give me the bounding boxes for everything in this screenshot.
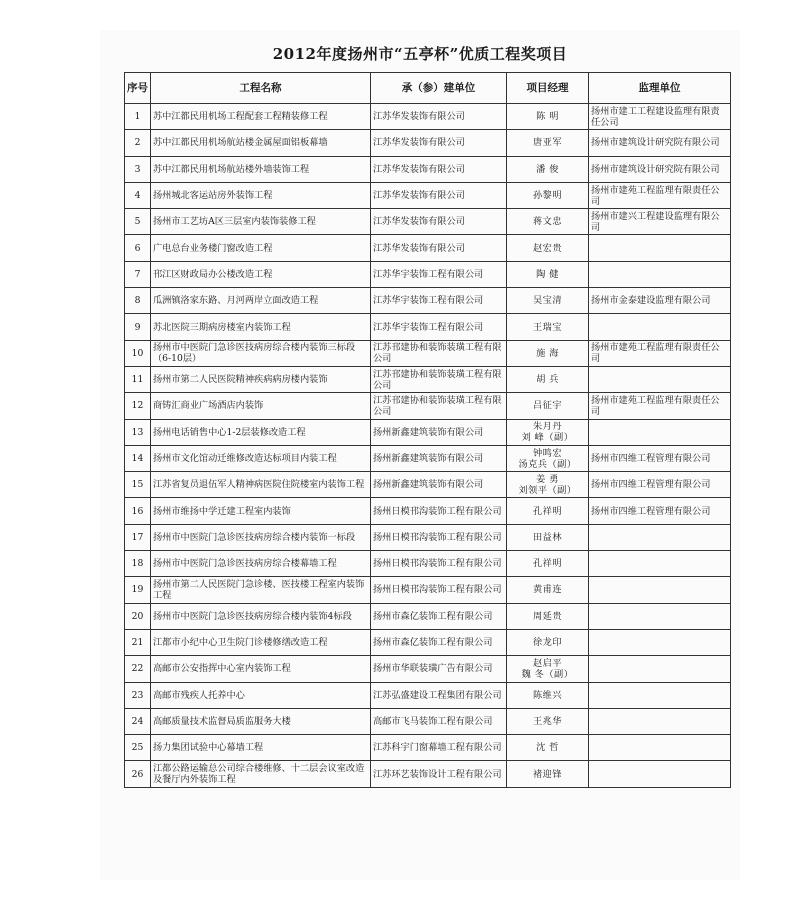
cell-project-name: 高邮质量技术监督局质监服务大楼: [151, 708, 371, 734]
cell-supervisor: 扬州市建苑工程监理有限责任公司: [589, 182, 731, 208]
cell-contractor: 扬州日模邗沟装饰工程有限公司: [371, 524, 507, 550]
cell-serial: 4: [125, 182, 151, 208]
cell-supervisor: [589, 314, 731, 340]
table-row: [125, 104, 731, 130]
cell-project-manager: 徐龙印: [507, 629, 589, 655]
cell-project-manager: 田益林: [507, 524, 589, 550]
table-row: [125, 366, 731, 392]
cell-project-manager: 赵宏贵: [507, 235, 589, 261]
cell-supervisor: [589, 235, 731, 261]
cell-supervisor: [589, 577, 731, 603]
cell-project-name: 扬州市第二人民医院精神疾病病房楼内装饰: [151, 366, 371, 392]
cell-project-manager: 朱月丹 刘 峰（副）: [507, 419, 589, 445]
cell-project-name: 扬州市维扬中学迁建工程室内装饰: [151, 498, 371, 524]
table-row: [125, 209, 731, 235]
cell-project-name: 苏中江都民用机场工程配套工程精装修工程: [151, 104, 371, 130]
cell-supervisor: [589, 419, 731, 445]
cell-project-name: 扬州市第二人民医院门急诊楼、医技楼工程室内装饰工程: [151, 577, 371, 603]
cell-project-manager: 黄甫连: [507, 577, 589, 603]
cell-contractor: 扬州日模邗沟装饰工程有限公司: [371, 551, 507, 577]
page-title: 2012年度扬州市“五亭杯”优质工程奖项目: [272, 45, 568, 63]
header-supervisor: 监理单位: [589, 73, 731, 104]
cell-contractor: 江苏科宇门窗幕墙工程有限公司: [371, 735, 507, 761]
cell-contractor: 江苏华发装饰有限公司: [371, 130, 507, 156]
cell-project-name: 苏中江都民用机场航站楼外墙装饰工程: [151, 156, 371, 182]
header-serial: 序号: [125, 73, 151, 104]
cell-project-name: 扬州市中医院门急诊医技病房综合楼内装饰4标段: [151, 603, 371, 629]
cell-serial: 13: [125, 419, 151, 445]
cell-supervisor: 扬州市建兴工程建设监理有限公司: [589, 209, 731, 235]
cell-project-name: 扬州市中医院门急诊医技病房综合楼内装饰一标段: [151, 524, 371, 550]
table-row: [125, 498, 731, 524]
cell-project-manager: 褚迎锋: [507, 761, 589, 787]
cell-supervisor: [589, 603, 731, 629]
cell-project-manager: 孔祥明: [507, 551, 589, 577]
cell-supervisor: 扬州市建苑工程监理有限责任公司: [589, 340, 731, 366]
cell-supervisor: [589, 656, 731, 682]
cell-serial: 23: [125, 682, 151, 708]
cell-project-manager: 孙黎明: [507, 182, 589, 208]
cell-project-manager: 潘 俊: [507, 156, 589, 182]
cell-project-name: 邗江区财政局办公楼改造工程: [151, 261, 371, 287]
cell-serial: 6: [125, 235, 151, 261]
cell-contractor: 扬州市森亿装饰工程有限公司: [371, 603, 507, 629]
cell-contractor: 江苏邗建协和装饰装璜工程有限公司: [371, 366, 507, 392]
cell-supervisor: 扬州市建筑设计研究院有限公司: [589, 156, 731, 182]
cell-serial: 8: [125, 288, 151, 314]
cell-project-name: 高邮市残疾人托养中心: [151, 682, 371, 708]
table-row: [125, 577, 731, 603]
cell-contractor: 扬州市华联装璜广告有限公司: [371, 656, 507, 682]
cell-project-name: 江都市小纪中心卫生院门诊楼修缮改造工程: [151, 629, 371, 655]
table-row: [125, 603, 731, 629]
awards-table: [124, 72, 731, 788]
cell-contractor: 江苏华发装饰有限公司: [371, 156, 507, 182]
cell-contractor: 江苏华宇装饰工程有限公司: [371, 261, 507, 287]
cell-contractor: 江苏环艺装饰设计工程有限公司: [371, 761, 507, 787]
table-row: [125, 472, 731, 498]
cell-project-name: 扬力集团试验中心幕墙工程: [151, 735, 371, 761]
cell-supervisor: [589, 261, 731, 287]
cell-project-name: 瓜洲镇洛家东路、月河两岸立面改造工程: [151, 288, 371, 314]
cell-contractor: 江苏邗建协和装饰装璜工程有限公司: [371, 340, 507, 366]
cell-contractor: 高邮市飞马装饰工程有限公司: [371, 708, 507, 734]
cell-contractor: 江苏华发装饰有限公司: [371, 209, 507, 235]
cell-serial: 22: [125, 656, 151, 682]
cell-project-manager: 蒋文忠: [507, 209, 589, 235]
table-row: [125, 445, 731, 471]
cell-project-manager: 赵启平 魏 冬（副）: [507, 656, 589, 682]
cell-project-manager: 陶 健: [507, 261, 589, 287]
cell-serial: 1: [125, 104, 151, 130]
cell-project-manager: 周延贵: [507, 603, 589, 629]
table-row: [125, 235, 731, 261]
cell-contractor: 扬州新鑫建筑装饰有限公司: [371, 445, 507, 471]
cell-serial: 26: [125, 761, 151, 787]
table-row: [125, 340, 731, 366]
cell-contractor: 扬州新鑫建筑装饰有限公司: [371, 472, 507, 498]
cell-contractor: 扬州日模邗沟装饰工程有限公司: [371, 577, 507, 603]
cell-serial: 7: [125, 261, 151, 287]
cell-serial: 16: [125, 498, 151, 524]
table-row: [125, 524, 731, 550]
cell-contractor: 扬州日模邗沟装饰工程有限公司: [371, 498, 507, 524]
cell-project-manager: 陈 明: [507, 104, 589, 130]
cell-project-name: 苏北医院三期病房楼室内装饰工程: [151, 314, 371, 340]
cell-supervisor: 扬州市金泰建设监理有限公司: [589, 288, 731, 314]
cell-serial: 3: [125, 156, 151, 182]
cell-serial: 25: [125, 735, 151, 761]
cell-serial: 20: [125, 603, 151, 629]
cell-supervisor: [589, 366, 731, 392]
cell-project-name: 扬州电话销售中心1-2层装修改造工程: [151, 419, 371, 445]
cell-supervisor: [589, 761, 731, 787]
cell-supervisor: [589, 708, 731, 734]
cell-serial: 9: [125, 314, 151, 340]
cell-serial: 21: [125, 629, 151, 655]
cell-contractor: 扬州市森亿装饰工程有限公司: [371, 629, 507, 655]
cell-supervisor: 扬州市四维工程管理有限公司: [589, 445, 731, 471]
cell-serial: 10: [125, 340, 151, 366]
table-row: [125, 656, 731, 682]
table-row: [125, 551, 731, 577]
cell-supervisor: [589, 524, 731, 550]
header-contractor: 承（参）建单位: [371, 73, 507, 104]
cell-project-manager: 唐亚军: [507, 130, 589, 156]
table-row: [125, 682, 731, 708]
table-row: [125, 182, 731, 208]
table-header-row: [125, 73, 731, 104]
cell-supervisor: [589, 682, 731, 708]
cell-contractor: 江苏华宇装饰工程有限公司: [371, 288, 507, 314]
cell-supervisor: 扬州市建苑工程监理有限责任公司: [589, 393, 731, 419]
cell-project-name: 扬州城北客运站房外装饰工程: [151, 182, 371, 208]
cell-project-name: 扬州市文化馆动迁维修改造达标项目内装工程: [151, 445, 371, 471]
cell-project-manager: 吕征宇: [507, 393, 589, 419]
cell-project-name: 江苏省复员退伍军人精神病医院住院楼室内装饰工程: [151, 472, 371, 498]
table-row: [125, 156, 731, 182]
cell-supervisor: [589, 735, 731, 761]
cell-contractor: 江苏华发装饰有限公司: [371, 182, 507, 208]
table-row: [125, 130, 731, 156]
cell-contractor: 江苏华宇装饰工程有限公司: [371, 314, 507, 340]
cell-serial: 18: [125, 551, 151, 577]
cell-contractor: 江苏华发装饰有限公司: [371, 235, 507, 261]
cell-project-name: 商铸汇商业广场酒店内装饰: [151, 393, 371, 419]
cell-serial: 15: [125, 472, 151, 498]
cell-supervisor: 扬州市四维工程管理有限公司: [589, 472, 731, 498]
header-project-name: 工程名称: [151, 73, 371, 104]
cell-supervisor: 扬州市四维工程管理有限公司: [589, 498, 731, 524]
table-row: [125, 629, 731, 655]
table-row: [125, 735, 731, 761]
table-row: [125, 761, 731, 787]
cell-supervisor: [589, 551, 731, 577]
cell-serial: 19: [125, 577, 151, 603]
header-project-manager: 项目经理: [507, 73, 589, 104]
cell-project-name: 广电总台业务楼门窗改造工程: [151, 235, 371, 261]
cell-supervisor: 扬州市建工工程建设监理有限责任公司: [589, 104, 731, 130]
cell-project-manager: 钟鸣宏 汤克兵（副）: [507, 445, 589, 471]
cell-contractor: 江苏邗建协和装饰装璜工程有限公司: [371, 393, 507, 419]
cell-serial: 17: [125, 524, 151, 550]
cell-serial: 2: [125, 130, 151, 156]
cell-serial: 14: [125, 445, 151, 471]
cell-project-name: 扬州市中医院门急诊医技病房综合楼内装饰三标段（6-10层）: [151, 340, 371, 366]
table-row: [125, 261, 731, 287]
cell-project-manager: 施 海: [507, 340, 589, 366]
cell-supervisor: 扬州市建筑设计研究院有限公司: [589, 130, 731, 156]
cell-project-manager: 孔祥明: [507, 498, 589, 524]
cell-project-name: 江都公路运输总公司综合楼维修、十二层会议室改造及餐厅内外装饰工程: [151, 761, 371, 787]
cell-serial: 5: [125, 209, 151, 235]
table-row: [125, 419, 731, 445]
cell-contractor: 扬州新鑫建筑装饰有限公司: [371, 419, 507, 445]
table-row: [125, 393, 731, 419]
cell-project-manager: 陈维兴: [507, 682, 589, 708]
cell-project-manager: 胡 兵: [507, 366, 589, 392]
cell-project-name: 扬州市工艺坊A区三层室内装饰装修工程: [151, 209, 371, 235]
cell-project-manager: 沈 哲: [507, 735, 589, 761]
cell-project-manager: 王兆华: [507, 708, 589, 734]
cell-project-manager: 姜 勇 刘领平（副）: [507, 472, 589, 498]
cell-project-manager: 吴宝清: [507, 288, 589, 314]
cell-contractor: 江苏华发装饰有限公司: [371, 104, 507, 130]
cell-supervisor: [589, 629, 731, 655]
cell-serial: 12: [125, 393, 151, 419]
cell-project-name: 高邮市公安指挥中心室内装饰工程: [151, 656, 371, 682]
cell-contractor: 江苏弘盛建设工程集团有限公司: [371, 682, 507, 708]
cell-project-manager: 王瑞宝: [507, 314, 589, 340]
table-row: [125, 314, 731, 340]
cell-project-name: 苏中江都民用机场航站楼金属屋面铝板幕墙: [151, 130, 371, 156]
cell-project-name: 扬州市中医院门急诊医技病房综合楼幕墙工程: [151, 551, 371, 577]
cell-serial: 11: [125, 366, 151, 392]
cell-serial: 24: [125, 708, 151, 734]
table-row: [125, 708, 731, 734]
table-row: [125, 288, 731, 314]
